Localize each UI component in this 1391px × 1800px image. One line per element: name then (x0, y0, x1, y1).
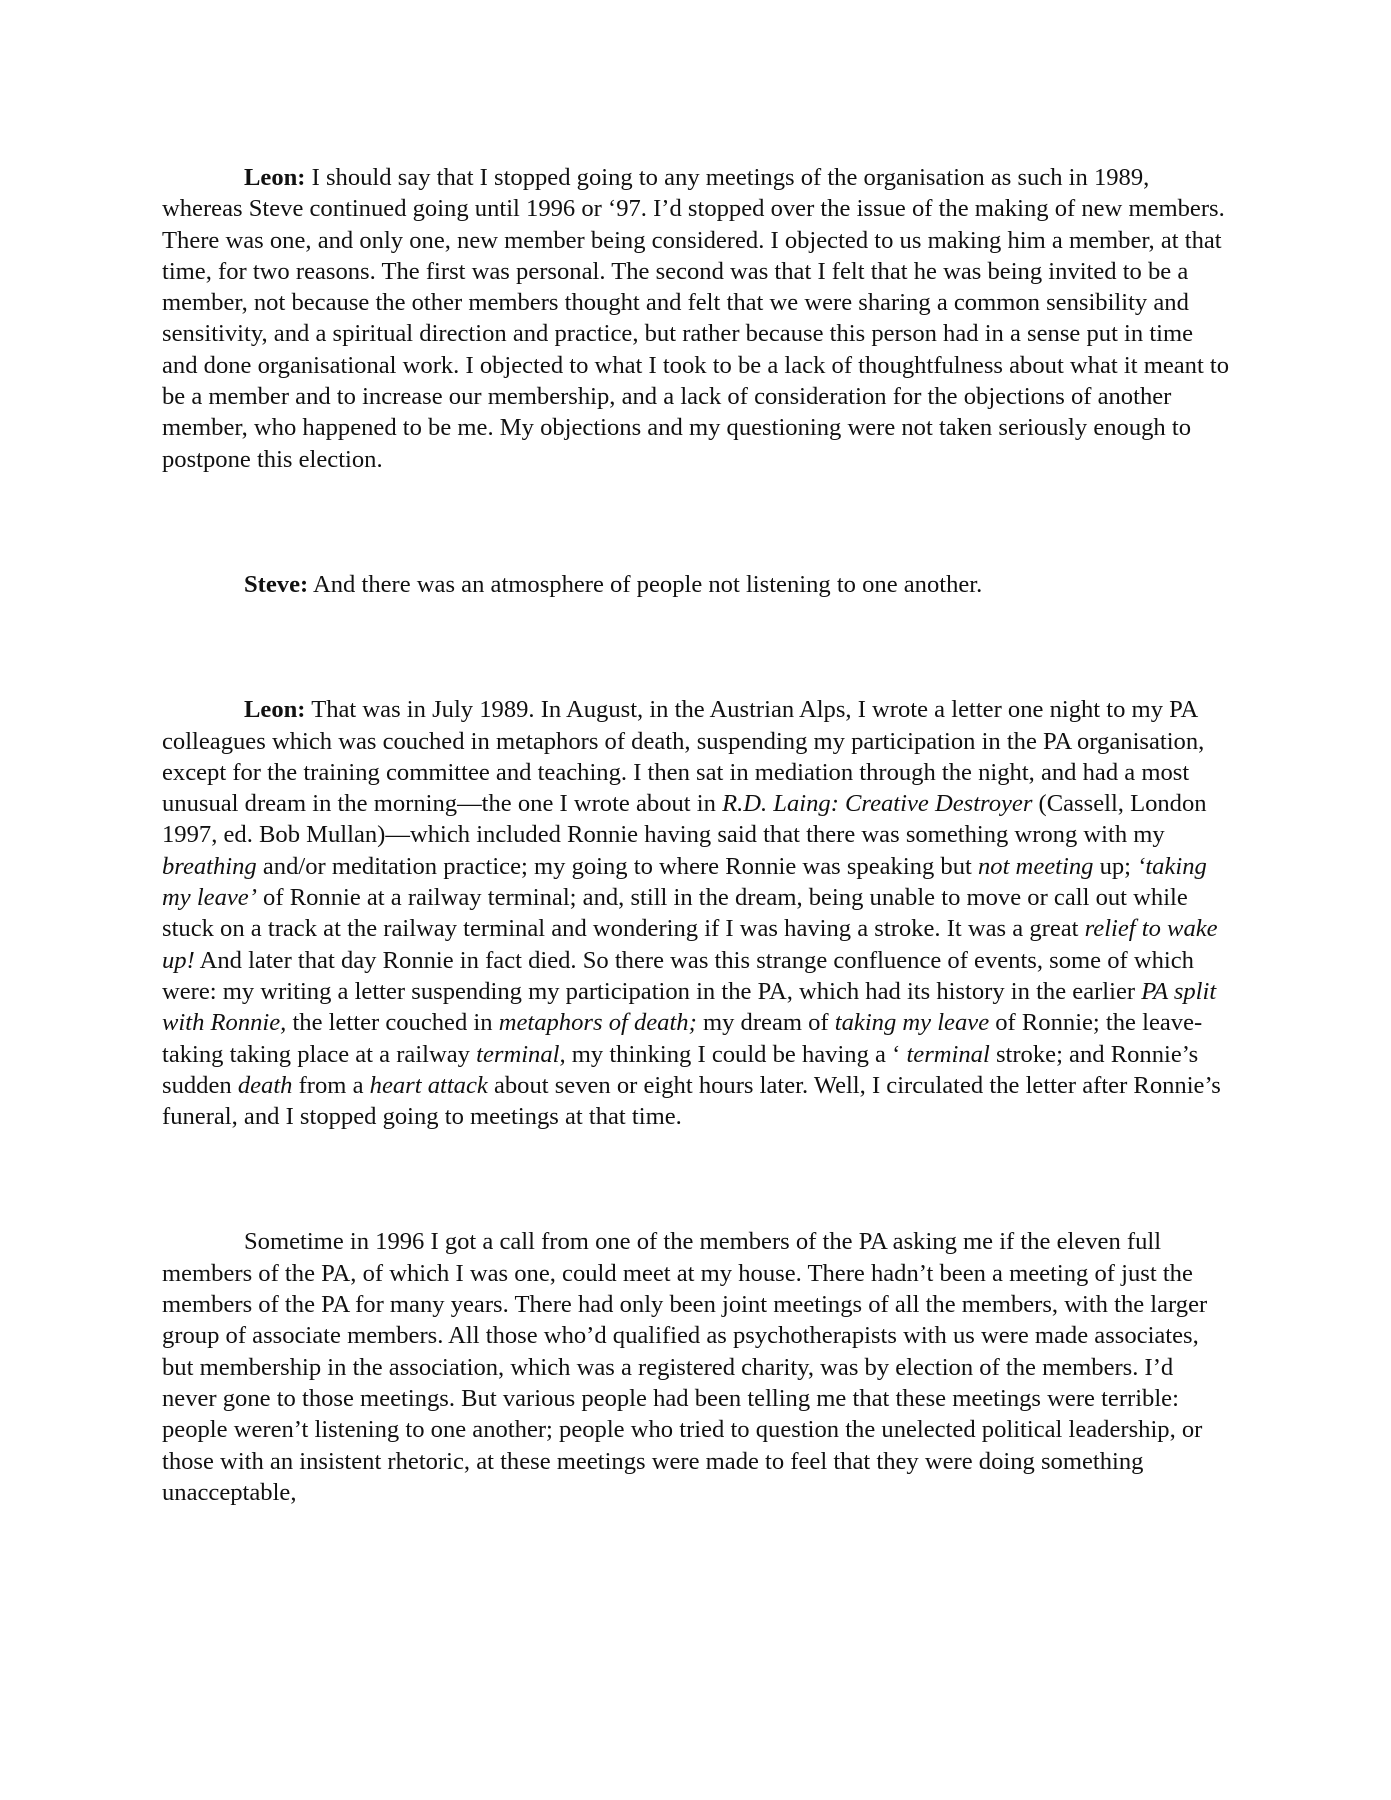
paragraph-text: my thinking I could be having a ‘ (565, 1040, 907, 1068)
emphasis: not meeting (977, 852, 1094, 880)
paragraph-text: of Ronnie; the leave-taking taking place at a railway (162, 1009, 1203, 1068)
paragraph-text: of Ronnie at a railway terminal; and, still in the dream, being unable to move or call out while stuck on a track at the railway terminal and wondering if I was having a stroke. It was a great (162, 884, 1188, 943)
paragraph-text: And later that day Ronnie in fact died. So there was this strange confluence of events, some of which were: my writing a letter suspending my participation in the PA, which had its history in the earlier (162, 946, 1194, 1005)
emphasis: metaphors of death; (498, 1009, 697, 1037)
paragraph-text: and/or meditation practice; my going to where Ronnie was speaking but (256, 852, 978, 880)
paragraph-text: up; (1093, 852, 1138, 880)
paragraph-leon-2 (162, 694, 1232, 1132)
document-page (162, 162, 1232, 1508)
paragraph-text: That was in July 1989. In August, in the Austrian Alps, I wrote a letter one night to my PA colleagues which was couched in metaphors of death, suspending my participation in the PA organisation, except for the training committee and teaching. I then sat in mediation through the night, and had a most unusual dream in the morning—the one I wrote about in (162, 696, 1205, 818)
speaker-label: Steve: (244, 570, 309, 598)
emphasis: terminal (906, 1040, 990, 1068)
paragraph-text: I should say that I stopped going to any meetings of the organisation as such in 1989, whereas Steve continued going until 1996 or ‘97. I’d stopped over the issue of the making of new members. There was one, and only one, new member being considered. I objected to us making him a member, at that time, for two reasons. The first was personal. The second was that I felt that he was being invited to be a member, not because the other members thought and felt that we were sharing a common sensibility and sensitivity, and a spiritual direction and practice, but rather because this person had in a sense put in time and done organisational work. I objected to what I took to be a lack of thoughtfulness about what it meant to be a member and to increase our membership, and a lack of consideration for the objections of another member, who happened to be me. My objections and my questioning were not taken seriously enough to postpone this election. (162, 164, 1230, 473)
emphasis: breathing (162, 852, 257, 880)
paragraph-leon-1 (162, 162, 1232, 475)
paragraph-text: the letter couched in (286, 1009, 499, 1037)
emphasis: taking my leave (834, 1009, 990, 1037)
paragraph-steve (162, 569, 1232, 600)
emphasis: death (237, 1071, 293, 1099)
emphasis: ‘taking my leave’ (162, 852, 1207, 912)
paragraph-text: from a (292, 1071, 370, 1099)
speaker-label: Leon: (244, 696, 306, 724)
paragraph-text: And there was an atmosphere of people not listening to one another. (308, 570, 983, 598)
emphasis: heart attack (369, 1071, 488, 1099)
paragraph-text: stroke; and Ronnie’s sudden (162, 1040, 1199, 1099)
speaker-label: Leon: (244, 164, 306, 191)
emphasis: relief to wake up! (162, 915, 1218, 974)
book-title: R.D. Laing: Creative Destroyer (722, 790, 1033, 818)
paragraph-text: about seven or eight hours later. Well, I circulated the letter after Ronnie’s funeral, and I stopped going to meetings at that time. (162, 1071, 1221, 1131)
paragraph-text: my dream of (696, 1009, 835, 1037)
paragraph-text: Sometime in 1996 I got a call from one of the members of the PA asking me if the eleven full members of the PA, of which I was one, could meet at my house. There hadn’t been a meeting of just the members of the PA for many years. There had only been joint meetings of all the members, with the larger group of associate members. All those who’d qualified as psychotherapists with us were made associates, but membership in the association, which was a registered charity, was by election of the members. I’d never gone to those meetings. But various people had been telling me that these meetings were terrible: people weren’t listening to one another; people who tried to question the unelected political leadership, or those with an insistent rhetoric, at these meetings were made to feel that they were doing something unacceptable, (162, 1228, 1208, 1506)
emphasis: PA split with Ronnie, (162, 977, 1217, 1037)
paragraph-text: (Cassell, London 1997, ed. Bob Mullan)—which included Ronnie having said that there was something wrong with my (162, 790, 1207, 849)
paragraph-sometime-1996 (162, 1226, 1232, 1508)
emphasis: terminal, (476, 1040, 566, 1068)
